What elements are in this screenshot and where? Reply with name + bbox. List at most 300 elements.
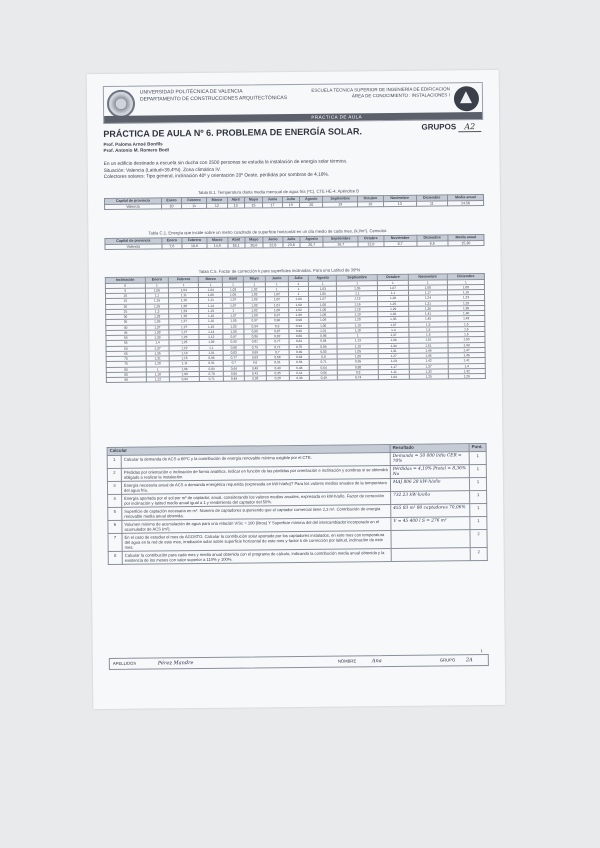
table-cell: 1,36 xyxy=(378,338,409,344)
column-header: Agosto xyxy=(299,196,323,202)
grupo-label: GRUPO xyxy=(439,657,456,663)
table-cell: 0,8 xyxy=(310,354,338,360)
table-cell: 1,34 xyxy=(378,343,409,349)
table-cell: 1,32 xyxy=(448,368,485,374)
table-cell: Valencia xyxy=(105,243,162,249)
apellidos-value: Pérez Mandre xyxy=(157,660,194,667)
table-cell: 0,49 xyxy=(244,365,266,370)
table-cell: 1,08 xyxy=(309,307,337,313)
table-cell: 0,94 xyxy=(289,323,310,328)
table-cell: 1,07 xyxy=(223,303,243,308)
table-cell: 40 xyxy=(106,325,146,331)
table2-caption: Tabla C.1. Energía que incide sobre un metro cuadrado de superficie horizontal en un día medio de cada mes, (kJ/m²). Censolar. xyxy=(148,228,388,236)
question-row xyxy=(108,547,487,564)
nombre-label: NOMBRE xyxy=(337,658,357,664)
table-cell: 0,97 xyxy=(244,318,266,323)
table-cell: 1,5 xyxy=(409,327,448,333)
table-cell: 1,37 xyxy=(378,322,409,328)
professor-1: Prof. Paloma Arnoé Bonfils xyxy=(103,141,163,148)
table-cell: 1,15 xyxy=(170,356,200,362)
table-cell: 1,25 xyxy=(409,374,448,380)
question-text: Superficie de captación necesaria en m². Número de captadores suponiendo que el captador comercial tiene 2,3 m². Contribución de energía renovable media anual obtenida. xyxy=(122,504,391,520)
table-cell: 1,29 xyxy=(447,300,484,306)
table-cell: 1,1 xyxy=(145,293,169,299)
answer-field[interactable]: Demanda = 50 000 l/día CER = 70% xyxy=(390,451,469,465)
table-cell: 1,17 xyxy=(408,290,447,296)
table-cell: 1,4 xyxy=(448,363,485,369)
table-cell: 1,5 xyxy=(448,332,485,338)
table-cell: 1 xyxy=(288,291,309,296)
column-header: Febrero xyxy=(181,197,206,203)
table-cell: 85 xyxy=(106,372,146,378)
table-cell: 0,9 xyxy=(266,323,289,328)
table-cell: 1,11 xyxy=(170,361,200,367)
table-cell: 1 xyxy=(146,366,170,372)
table-cell: 1,00 xyxy=(288,312,309,317)
table-cell: 1,12 xyxy=(199,334,223,340)
question-text: Energía necesaria anual de ACS a demanda energética requerida (expresada en kW·h/año)? Para los valores medios anuales de la temperatura del agua fría. xyxy=(121,478,390,494)
table-cell: 0,90 xyxy=(244,329,266,334)
table-cell: 1,36 xyxy=(408,306,447,312)
table-cell: 1 xyxy=(337,280,378,286)
table-cell: 1 xyxy=(337,333,378,339)
table-cell: 75 xyxy=(106,361,146,367)
table-cell: 16,7 xyxy=(323,241,358,247)
table-cell: 1,08 xyxy=(309,312,337,318)
table-cell: 1 xyxy=(408,280,447,286)
column-header: Marzo xyxy=(207,237,228,243)
points-header: Punt. xyxy=(469,444,486,452)
table-cell: 1,35 xyxy=(378,317,409,323)
table-cell: 1,31 xyxy=(378,348,409,354)
table-cell: 1,22 xyxy=(169,345,199,351)
table-cell: 1,05 xyxy=(337,348,378,354)
table-cell: 20,7 xyxy=(300,242,324,248)
table-cell: 13 xyxy=(383,201,416,207)
column-header: Abril xyxy=(227,197,244,203)
table-cell: 1,05 xyxy=(223,318,243,323)
table-cell: 0,77 xyxy=(224,355,244,360)
table-cell: 1,27 xyxy=(169,319,199,325)
table-cell: 1,25 xyxy=(378,301,409,307)
table-cell: 0,75 xyxy=(289,344,310,349)
column-header: Capital de provincia xyxy=(105,238,162,244)
table-cell: 1,06 xyxy=(309,291,337,297)
table-cell: 0,63 xyxy=(244,355,266,360)
table-cell: 1,41 xyxy=(448,358,485,364)
table-cell: 0,49 xyxy=(310,375,338,381)
header-band: PRÁCTICA DE AULA xyxy=(104,112,482,123)
table-cell: 1,02 xyxy=(288,307,309,312)
table-cell: 1,51 xyxy=(409,343,448,349)
table-cell: 0,49 xyxy=(224,376,244,381)
table-cell: 1,04 xyxy=(379,374,410,380)
column-header: Enero xyxy=(161,198,181,204)
table-cell: 1,08 xyxy=(309,302,337,308)
table-cell: 1,1 xyxy=(378,290,409,296)
table-cell: 0,56 xyxy=(289,360,310,365)
table1-caption: Tabla B.1. Temperatura diaria media mensual de agua fría (ºC). CTE HE-4. Apéndice B xyxy=(197,188,360,196)
table-cell: 1,11 xyxy=(199,298,223,304)
table-cell: 0,97 xyxy=(223,334,243,339)
table3-caption: Tabla C.5. Factor de corrección k para superficies inclinadas. Para una Latitud de 39ºN xyxy=(198,267,360,275)
table-cell: 1,07 xyxy=(309,296,337,302)
table-cell: 0,96 xyxy=(266,318,289,323)
table-cell: 1 xyxy=(223,308,243,313)
table-cell: 1,32 xyxy=(378,311,409,317)
table-cell: 22,8 xyxy=(263,242,282,248)
question-number: 6 xyxy=(108,520,122,533)
column-header: Octubre xyxy=(378,274,409,280)
table-cell: 1,51 xyxy=(409,337,448,343)
table-cell: 0,28 xyxy=(266,376,289,381)
grupos-label: GRUPOS xyxy=(421,122,457,132)
column-header: Octubre xyxy=(358,236,384,242)
table-cell: 1,12 xyxy=(146,377,170,383)
question-text: Pérdidas por orientación e inclinación de forma analítica. Indicar en función de las pérdidas por orientación e inclinación y sombras si se obtendrá obligado a realizar la instalación. xyxy=(121,465,390,481)
table-cell: 1,00 xyxy=(266,307,289,312)
table-cell: 10 xyxy=(161,203,181,209)
table-cell: 0,51 xyxy=(266,360,289,365)
table-cell: 0,83 xyxy=(309,349,337,355)
table-cell: 0,58 xyxy=(266,355,289,360)
column-header: Capital de provincia xyxy=(104,198,161,204)
table-cell: 0,64 xyxy=(224,366,244,371)
table-cell: 1 xyxy=(169,282,199,288)
table-cell: 1,13 xyxy=(337,338,378,344)
table-cell: 1,15 xyxy=(145,298,169,304)
column-header: Noviembre xyxy=(384,235,417,241)
table-cell: 1,03 xyxy=(223,324,243,329)
table-cell: 15 xyxy=(244,202,263,208)
table-cell: 18,1 xyxy=(227,243,244,249)
table-cell: 1,06 xyxy=(170,366,200,372)
table-cell: 1,35 xyxy=(448,305,485,311)
table-cell: 1,16 xyxy=(199,319,223,325)
table-cell: 1,35 xyxy=(145,319,169,325)
professors xyxy=(103,141,169,154)
question-points: 1 xyxy=(470,503,487,516)
answer-field[interactable] xyxy=(391,547,470,561)
column-header: Diciembre xyxy=(417,235,448,241)
table-cell: 1,25 xyxy=(169,314,199,320)
table-cell: 19 xyxy=(282,202,299,208)
table-cell: 1,37 xyxy=(409,363,448,369)
table-cell: 1,02 xyxy=(243,308,265,313)
column-header: Enero xyxy=(145,277,169,283)
table-cell: 0,78 xyxy=(199,371,223,377)
table-cell: 1,06 xyxy=(309,323,337,329)
table-cell: 1,14 xyxy=(199,329,223,335)
school-logo-icon xyxy=(454,86,479,111)
question-text: En el caso de estudiar el mes de AGOSTO. Calcular la contribución solar aportado por los captadores instalados, en este mes con temperatura del agua en la red de este mes, irradiación solar sobre superficie horizontal de este mes y factor k de corrección por latitud, inclinación de este mes. xyxy=(122,530,391,551)
column-header: Agosto xyxy=(309,275,337,281)
column-header: Abril xyxy=(227,237,244,243)
table-cell: 0,69 xyxy=(244,350,266,355)
question-number: 5 xyxy=(108,507,122,520)
table-cell: 1,16 xyxy=(337,301,378,307)
grupos-field xyxy=(421,122,481,132)
table-cell: 1,29 xyxy=(378,306,409,312)
table-cell: 1,17 xyxy=(379,364,410,370)
table-cell: 1,31 xyxy=(408,301,447,307)
question-number: 3 xyxy=(107,481,121,494)
table-cell: 1,16 xyxy=(199,313,223,319)
table-cell: 0,98 xyxy=(309,333,337,339)
table-cell: 1,01 xyxy=(265,302,288,307)
student-footer xyxy=(109,654,489,670)
table-cell: 1,09 xyxy=(199,340,223,346)
table-cell: 1,03 xyxy=(223,287,243,292)
table-cell: 1,39 xyxy=(145,335,169,341)
table-cell: 55 xyxy=(106,340,146,346)
table-cell: 12 xyxy=(207,203,228,209)
solar-energy-table xyxy=(104,234,484,250)
table-cell: 0,43 xyxy=(266,365,289,370)
question-points: 1 xyxy=(470,490,487,503)
intro-line: En un edificio destinado a escuela sin ducha con 2500 personas se estudia la instalación de energía solar térmica. xyxy=(103,159,348,168)
column-header: Septiembre xyxy=(337,275,378,281)
column-header: Junio xyxy=(265,276,288,282)
table-cell: 0,7 xyxy=(224,360,244,365)
column-header: Mayo xyxy=(243,276,265,282)
table-cell: 1,19 xyxy=(337,312,378,318)
table-cell: 10,6 xyxy=(182,243,207,249)
letterhead xyxy=(103,82,483,124)
table-cell: 1,05 xyxy=(223,292,243,297)
table-cell: 1,03 xyxy=(243,302,265,307)
table-cell: 0,95 xyxy=(337,359,378,365)
column-header: Julio xyxy=(282,196,299,202)
column-header: Julio xyxy=(282,236,299,242)
table-cell: 1,42 xyxy=(409,358,448,364)
table-cell: 1,33 xyxy=(145,314,169,320)
table-cell: 1,20 xyxy=(337,317,378,323)
table-cell: 1,27 xyxy=(169,324,199,330)
table-cell: 17 xyxy=(263,202,282,208)
table-cell: 0,41 xyxy=(244,371,266,376)
table-cell: 1,03 xyxy=(288,302,309,307)
table-cell: 0,64 xyxy=(310,365,338,371)
table-cell: 5 xyxy=(105,288,145,294)
table-cell: 1,5 xyxy=(409,332,448,338)
university-label: UNIVERSIDAD POLITÉCNICA DE VALENCIA xyxy=(139,88,243,96)
answer-field[interactable]: 732 23 kW·h/año xyxy=(391,490,470,504)
calcular-header: Calcular xyxy=(107,445,390,456)
table-cell: 19 xyxy=(323,201,358,207)
department-label: DEPARTAMENTO DE CONSTRUCCIONES ARQUITECTÓNICAS xyxy=(139,95,288,103)
table-cell: 20 xyxy=(299,202,323,208)
table-cell: 1,1 xyxy=(337,291,378,297)
table-cell: 1 xyxy=(223,282,243,287)
table-cell: 1,5 xyxy=(448,321,485,327)
table-cell: 0,56 xyxy=(310,370,338,376)
table-cell: 1,35 xyxy=(146,351,170,357)
area-label: ÁREA DE CONOCIMIENTO : INSTALACIONES I xyxy=(351,92,450,99)
table-cell: 1,13 xyxy=(337,296,378,302)
question-points: 1 xyxy=(469,477,486,490)
answer-field[interactable] xyxy=(391,529,470,548)
table-cell: 0,98 xyxy=(288,318,309,323)
table-cell: 0,96 xyxy=(199,355,223,361)
table-cell: 1,43 xyxy=(448,316,485,322)
table-cell: 1,18 xyxy=(146,372,170,378)
document-page xyxy=(87,70,506,709)
table-cell: 1,04 xyxy=(199,287,223,293)
table-cell: 1,03 xyxy=(243,292,265,297)
table-cell: 0,71 xyxy=(310,359,338,365)
table-cell: 10 xyxy=(105,293,145,299)
table-cell: 0,6 xyxy=(244,360,266,365)
table-cell: 1,10 xyxy=(337,343,378,349)
table-cell: 1,5 xyxy=(409,322,448,328)
question-number: 7 xyxy=(108,533,122,551)
column-header: Mayo xyxy=(244,197,263,203)
table-cell: 1,37 xyxy=(146,345,170,351)
table-cell: 0,90 xyxy=(289,328,310,333)
question-text: Volumen mínimo de acumulación de agua para una relación V/Sc = 100 (litros) Y Superficie mínima del del intercambiador incorporado en el acumulador de ACS (m²). xyxy=(122,517,391,533)
table-cell: 1 xyxy=(265,281,288,286)
table-cell: 1,37 xyxy=(378,332,409,338)
column-header: Marzo xyxy=(198,276,222,282)
table-cell: 1,03 xyxy=(243,297,265,302)
column-header: Noviembre xyxy=(408,274,447,280)
table-cell: 1,32 xyxy=(409,369,448,375)
table-cell: 30 xyxy=(106,314,146,320)
table-cell: 1,37 xyxy=(145,324,169,330)
table-cell: 1,08 xyxy=(408,285,447,291)
table-cell: 1,25 xyxy=(145,303,169,309)
question-text: Energía aportada por el sol por m² de captador, anual, considerando los valores medios anuales, expresada en kW·h/año. Factor de corrección por inclinación y latitud medio anual igual a 1 y rendimiento del captador del 50%. xyxy=(122,491,391,507)
table-cell: 0,83 xyxy=(224,350,244,355)
table-cell: 1,03 xyxy=(309,286,337,292)
table-cell: 12,0 xyxy=(358,241,384,247)
table-cell: 1,08 xyxy=(309,317,337,323)
table-cell: 0,86 xyxy=(244,334,266,339)
table-cell: 14,9 xyxy=(207,243,228,249)
table-cell: 1,02 xyxy=(265,297,288,302)
table-cell: 20,6 xyxy=(245,242,264,248)
table-cell: 7,6 xyxy=(162,243,182,249)
table-cell: 1,02 xyxy=(243,287,265,292)
column-header: Diciembre xyxy=(447,274,484,280)
column-header: Junio xyxy=(263,237,282,243)
table-cell: 90 xyxy=(106,377,146,383)
table-cell: 14,58 xyxy=(447,200,483,206)
answer-field[interactable]: MAJ 806 28 kW·h/año xyxy=(390,477,469,491)
question-number: 4 xyxy=(108,494,122,507)
table-cell: 45 xyxy=(106,330,146,336)
page-number: 1 xyxy=(480,648,483,654)
question-points: 2 xyxy=(470,547,487,560)
table-cell: 80 xyxy=(106,367,146,373)
column-header: Julio xyxy=(288,275,309,281)
table-cell: 1,08 xyxy=(447,284,484,290)
table-cell: 1,05 xyxy=(145,288,169,294)
table-cell: 1,25 xyxy=(169,340,199,346)
table-cell: 1 xyxy=(447,279,484,285)
table-cell: 0,87 xyxy=(266,328,289,333)
column-header: Abril xyxy=(223,276,243,282)
table-cell: 1,11 xyxy=(169,293,199,299)
table-cell: 0,41 xyxy=(289,370,310,375)
table-cell: 1,03 xyxy=(288,297,309,302)
table-cell: 0,88 xyxy=(223,345,243,350)
table-cell: 1 xyxy=(199,282,223,288)
table-cell: 1,26 xyxy=(169,335,199,341)
table-cell: 0,81 xyxy=(289,339,310,344)
question-number: 1 xyxy=(107,455,121,468)
table-cell: 0,74 xyxy=(338,375,379,381)
question-text: Calcular la contribución para cada mes y media anual obtenida con el programa de cálculo, indicando la contribución media anual obtenida y la existencia de los meses con valor superior a 110% y 100%. xyxy=(122,548,391,564)
column-header: Enero xyxy=(162,238,182,244)
table-cell: 1,47 xyxy=(448,347,485,353)
table-cell: 0,33 xyxy=(244,376,266,381)
resultado-header: Resultado xyxy=(390,444,469,452)
table-cell: 1,19 xyxy=(337,322,378,328)
table-cell: 1,50 xyxy=(448,337,485,343)
answer-field[interactable]: 455 83 m² 80 captadores 70,06% xyxy=(391,503,470,517)
table-cell: 0,48 xyxy=(289,365,310,370)
table-cell: 15 xyxy=(106,298,146,304)
table-cell: 0,82 xyxy=(266,334,289,339)
table-cell: 1 xyxy=(378,280,409,286)
table-cell: 60 xyxy=(106,346,146,352)
answer-field[interactable]: Pérdidas = 4,19% Ptotal = 8,36% No xyxy=(390,464,469,478)
table-cell: 35 xyxy=(106,319,146,325)
column-header: Inclinación xyxy=(105,277,145,283)
intro-line: Situación: Valencia (Latitud=39,4ºN). Zona climática IV. xyxy=(103,167,221,174)
question-points: 2 xyxy=(470,529,487,547)
question-number: 8 xyxy=(108,551,122,564)
table-cell: 0,56 xyxy=(224,371,244,376)
table-cell: 1 xyxy=(309,281,337,287)
table-cell: 16 xyxy=(358,201,384,207)
table-cell: 1,01 xyxy=(199,350,223,356)
table-cell: 1,19 xyxy=(170,350,200,356)
answer-field[interactable]: V = 45 400 l S = 276 m² xyxy=(391,516,470,530)
column-header: Media anual xyxy=(447,195,483,201)
table-cell: 0,71 xyxy=(266,344,289,349)
table-cell: 1,01 xyxy=(309,328,337,334)
table-cell: 1,16 xyxy=(447,290,484,296)
table-cell: 1,00 xyxy=(170,371,200,377)
table-cell: 1,3 xyxy=(145,309,169,315)
table-cell: 0,89 xyxy=(309,344,337,350)
grupo-value: 2A xyxy=(465,657,473,664)
table-cell: 1,27 xyxy=(378,353,409,359)
table-cell: 65 xyxy=(106,351,146,357)
grupos-value: A2 xyxy=(458,122,481,132)
table-cell: 8,7 xyxy=(384,241,417,247)
problem-statement xyxy=(104,158,474,181)
table-cell: 1,49 xyxy=(448,342,485,348)
table-cell: 0,93 xyxy=(223,339,243,344)
table-cell: 1 xyxy=(145,282,169,288)
table-cell: 1,4 xyxy=(378,327,409,333)
table-cell: 13 xyxy=(227,203,244,209)
question-points: 1 xyxy=(469,464,486,477)
water-temperature-table xyxy=(104,194,484,210)
table-cell: 23,8 xyxy=(282,242,299,248)
table-cell: 1 xyxy=(288,281,309,286)
table-cell: Valencia xyxy=(105,203,162,209)
table-cell: 1,28 xyxy=(146,361,170,367)
table-cell: 1,45 xyxy=(408,316,447,322)
column-header: Febrero xyxy=(182,237,207,243)
table-cell: 0,84 xyxy=(199,366,223,372)
table-cell: 20 xyxy=(106,304,146,310)
